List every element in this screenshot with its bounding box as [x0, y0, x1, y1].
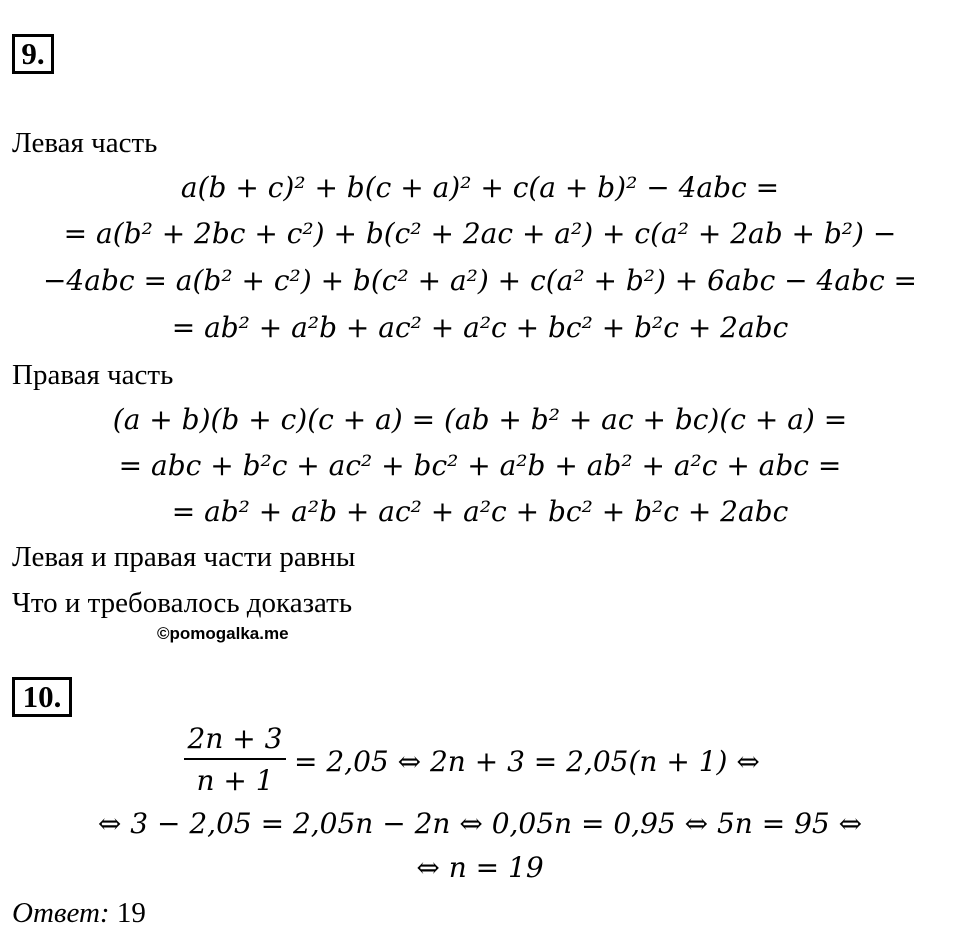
conclusion-equal: Левая и правая части равны: [12, 541, 356, 573]
equation-line-1: [0, 722, 960, 802]
right-line-1: (a + b)(b + c)(c + a) = (ab + b² + ac + bc)(c + a) =: [112, 403, 848, 436]
equation-line-1-rest: = 2,05 ⇔ 2n + 3 = 2,05(n + 1) ⇔: [294, 745, 760, 778]
left-line-4: = ab² + a²b + ac² + a²c + bc² + b²c + 2abc: [171, 311, 789, 344]
right-line-3: = ab² + a²b + ac² + a²c + bc² + b²c + 2abc: [171, 495, 789, 528]
right-side-label: Правая часть: [12, 359, 174, 391]
fraction-denominator: n + 1: [196, 764, 274, 797]
watermark: ©pomogalka.me: [157, 624, 289, 643]
conclusion-qed: Что и требовалось доказать: [12, 587, 353, 619]
equation-line-2: ⇔ 3 − 2,05 = 2,05n − 2n ⇔ 0,05n = 0,95 ⇔ 5n = 95 ⇔: [97, 807, 863, 840]
equation-line-3: ⇔ n = 19: [416, 851, 544, 884]
fraction-numerator: 2n + 3: [187, 722, 283, 755]
problem-10-number: 10.: [12, 677, 72, 717]
answer-value: 19: [116, 897, 146, 929]
fraction-bar: [184, 758, 286, 760]
fraction: [184, 722, 286, 798]
left-line-3: −4abc = a(b² + c²) + b(c² + a²) + c(a² + b²) + 6abc − 4abc =: [42, 264, 918, 297]
left-side-label: Левая часть: [12, 127, 158, 159]
problem-9-number: 9.: [12, 34, 54, 74]
right-line-2: = abc + b²c + ac² + bc² + a²b + ab² + a²c + abc =: [118, 449, 842, 482]
left-line-2: = a(b² + 2bc + c²) + b(c² + 2ac + a²) + c(a² + 2ab + b²) −: [63, 217, 897, 250]
answer-label: Ответ:: [12, 897, 110, 929]
left-line-1: a(b + c)² + b(c + a)² + c(a + b)² − 4abc =: [180, 171, 780, 204]
answer: [12, 896, 146, 930]
